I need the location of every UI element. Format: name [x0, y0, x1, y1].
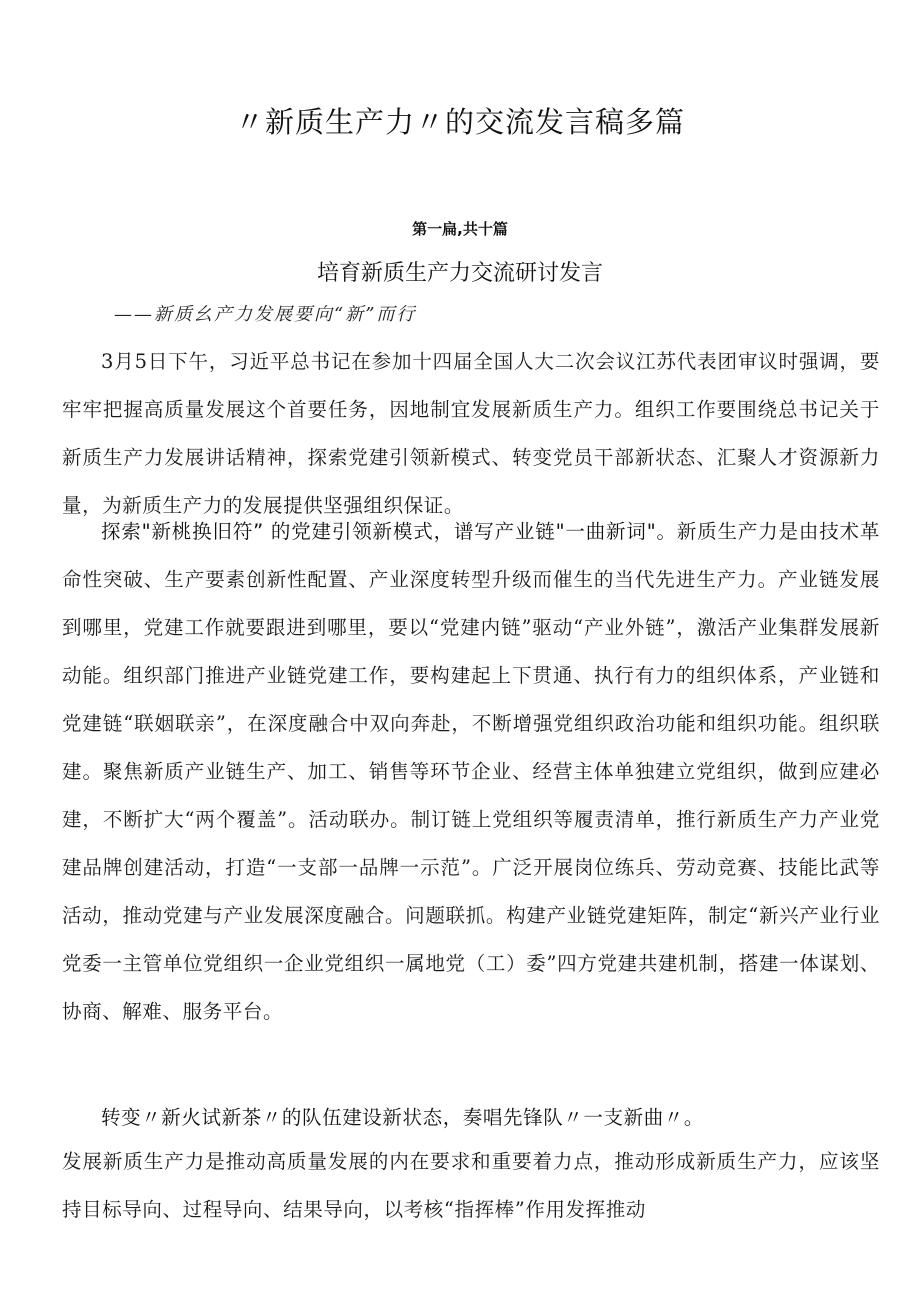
article-subtitle: ——新质幺产力发展要向“新”而行 [114, 304, 417, 325]
paragraph-lead-heading: 探索"新桃换旧符” 的党建引领新模式，谱写产业链"一曲新词"。 [101, 520, 677, 543]
paragraph-team-building-body [62, 1138, 880, 1234]
paragraph-body: 新质生产力是由技术革命性突破、生产要素创新性配置、产业深度转型升级而催生的当代先进生产力。产业链发展到哪里，党建工作就要跟进到哪里，要以“党建内链”驱动“产业外链”，激活产业集群发展新动能。组织部门推进产业链党建工作，要构建起上下贯通、执行有力的组织体系，产业链和党建链“联姻联亲”，在深度融合中双向奔赴，不断增强党组织政治功能和组织功能。组织联建。聚焦新质产业链生产、加工、销售等环节企业、经营主体单独建立党组织，做到应建必建，不断扩大“两个覆盖”。活动联办。制订链上党组织等履责清单，推行新质生产力产业党建品牌创建活动，打造“一支部一品牌一示范”。广泛开展岗位练兵、劳动竞赛、技能比武等活动，推动党建与产业发展深度融合。问题联抓。构建产业链党建矩阵，制定“新兴产业行业党委一主管单位党组织一企业党组织一属地党（工）委”四方党建共建机制，搭建一体谋划、协商、解难、服务平台。 [62, 520, 880, 1023]
paragraph-lead-heading: 转变〃新火试新茶〃的队伍建设新状态，奏唱先锋队〃一支新曲〃。 [101, 1106, 705, 1129]
article-title: 培育新质生产力交流研讨发言 [316, 261, 603, 286]
paragraph-team-building-heading [62, 1094, 880, 1142]
paragraph-party-building-model [62, 508, 880, 1036]
paragraph-body: 3月5日下午，习近平总书记在参加十四届全国人大二次会议江苏代表团审议时强调，要牢牢把握高质量发展这个首要任务，因地制宜发展新质生产力。组织工作要围绕总书记关于新质生产力发展讲话精神，探索党建引领新模式、转变党员干部新状态、汇聚人才资源新力量，为新质生产力的发展提供坚强组织保证。 [62, 350, 880, 517]
part-label: 第一扁,共十篇 [412, 220, 508, 238]
paragraph-body: 发展新质生产力是推动高质量发展的内在要求和重要着力点，推动形成新质生产力，应该坚持目标导向、过程导向、结果导向，以考核“指挥棒”作用发挥推动 [62, 1150, 880, 1221]
document-title: 〃新质生产力〃的交流发言稿多篇 [234, 105, 685, 139]
paragraph-intro [62, 338, 880, 530]
